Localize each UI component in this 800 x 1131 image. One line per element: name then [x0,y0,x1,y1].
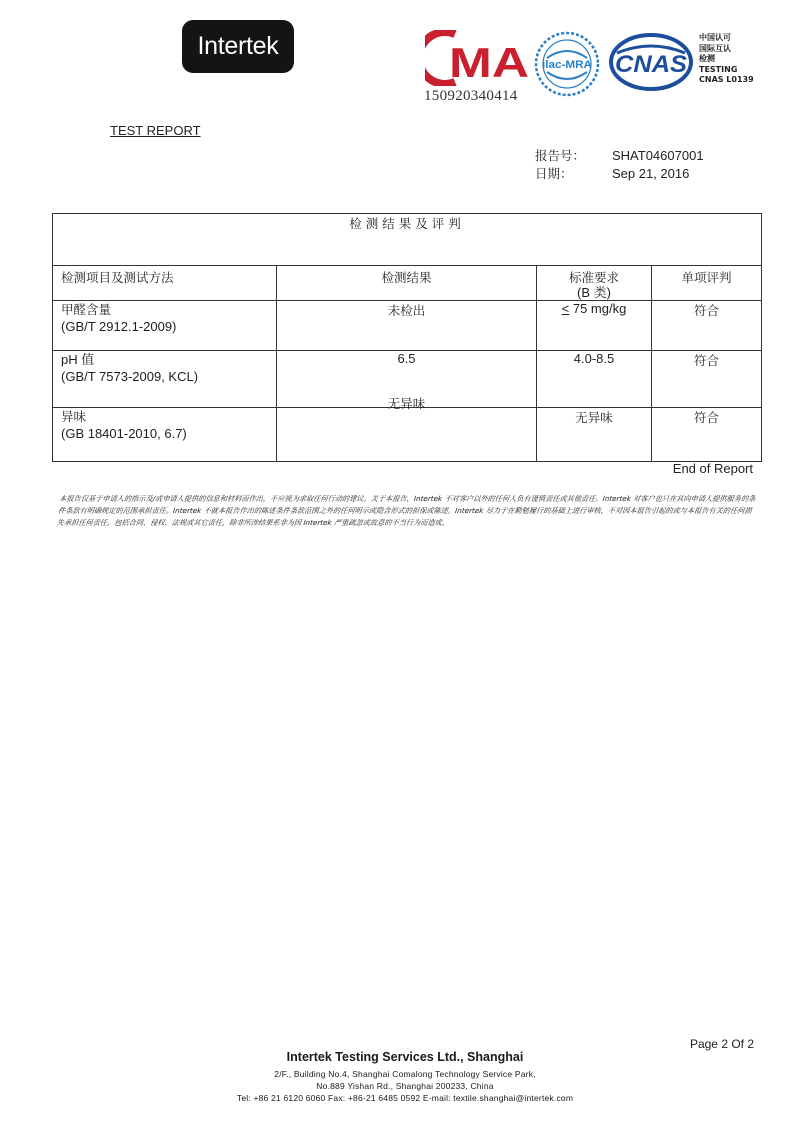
cell-result [277,396,537,462]
footer-contact-line: Tel: +86 21 6120 6060 Fax: +86-21 6485 0592 E-mail: textile.shanghai@intertek.com [236,1093,574,1103]
cell-standard [537,408,652,462]
cnas-logo-text: CNAS [615,51,687,78]
cma-number: 150920340414 [424,88,518,104]
cell-item [53,351,277,408]
cnas-line: 国际互认 [699,43,731,53]
intertek-logo-text: Intertek [197,32,279,60]
footer-address-line: 2/F., Building No.4, Shanghai Comalong Technology Service Park, [274,1069,536,1079]
header-item: 检测项目及测试方法 [53,266,277,301]
ilac-logo-text: ilac-MRA [542,59,593,71]
table-caption-row [53,214,762,266]
header-standard-sub: (B 类) [577,285,611,300]
header-standard-label: 标准要求 [568,270,619,285]
report-date-label: 日期： [535,166,573,181]
cell-result [277,301,537,351]
disclaimer-text: 本报告仅基于申请人的指示及/或申请人提供的信息和材料而作出，不应视为求取任何行动的建议。关于本报告，Intertek 不对客户以外的任何人负有谨慎责任或其他责任。Intertek 对客户也只在其向申请人提供服务的条件条款有明确规定的范围承担责任。Intertek 不就本报告作出的陈述条件条款范围之外的任何明示或隐含形式的担保或陈述。Intertek 尽力于在勤勉履行的基础上进行审核，不对因本报告引起的或与本报告有关的任何损失承担任何责任，包括合同、侵权、法规或其它责任，除非所涉结果系非为因 Intertek 严重疏忽或故意的不当行为而造成。 [56,494,756,527]
cell-item [53,408,277,462]
results-table [52,213,762,462]
cell-judgement: 符合 [652,351,762,408]
item-method: (GB/T 2912.1-2009) [61,319,177,334]
standard-symbol: < [561,301,570,316]
cell-result: 6.5 [277,351,537,408]
footer-company: Intertek Testing Services Ltd., Shanghai [286,1050,524,1064]
table-row [53,408,762,462]
intertek-logo [182,20,294,73]
item-name: 异味 [61,409,87,424]
result-value: 无异味 [387,396,426,411]
cell-standard [537,351,652,408]
cell-standard [537,301,652,351]
cnas-line: TESTING [699,64,738,74]
item-method: (GB/T 7573-2009, KCL) [61,369,199,384]
item-name: pH 值 [61,352,95,367]
report-date-row [535,164,704,182]
result-value: 未检出 [387,303,426,318]
header-result: 检测结果 [277,266,537,301]
standard-value: 4.0-8.5 [573,351,615,366]
item-name: 甲醛含量 [61,302,112,317]
ilac-mra-logo-icon [533,30,601,98]
footer-address-line: No.889 Yishan Rd., Shanghai 200233, China [316,1081,494,1091]
end-of-report: End of Report [672,461,753,476]
cell-judgement: 符合 [652,301,762,351]
cnas-line: 检测 [699,54,715,64]
standard-value: 无异味 [575,410,613,425]
cma-logo-text: MA [449,39,529,86]
report-meta [535,146,704,182]
header-judgement: 单项评判 [652,266,762,301]
cnas-line: 中国认可 [699,33,731,42]
report-number-label: 报告号： [535,148,586,163]
item-method: (GB 18401-2010, 6.7) [61,426,187,441]
standard-value: 75 mg/kg [569,301,627,316]
report-number-row [535,146,704,164]
table-header-row [53,266,762,301]
table-caption: 检测结果及评判 [53,214,762,266]
report-date-value: Sep 21, 2016 [612,165,690,181]
cell-item [53,301,277,351]
table-row [53,301,762,351]
cma-logo-icon [425,30,531,86]
header-standard [537,266,652,301]
report-title: TEST REPORT [110,123,201,138]
cnas-line: CNAS L0139 [699,75,754,85]
footer [200,1050,610,1104]
report-number-value: SHAT04607001 [612,147,704,163]
page-number: Page 2 Of 2 [689,1037,754,1051]
cnas-logo-icon [609,33,693,91]
cell-judgement: 符合 [652,408,762,462]
cnas-accreditation-text [699,33,779,86]
